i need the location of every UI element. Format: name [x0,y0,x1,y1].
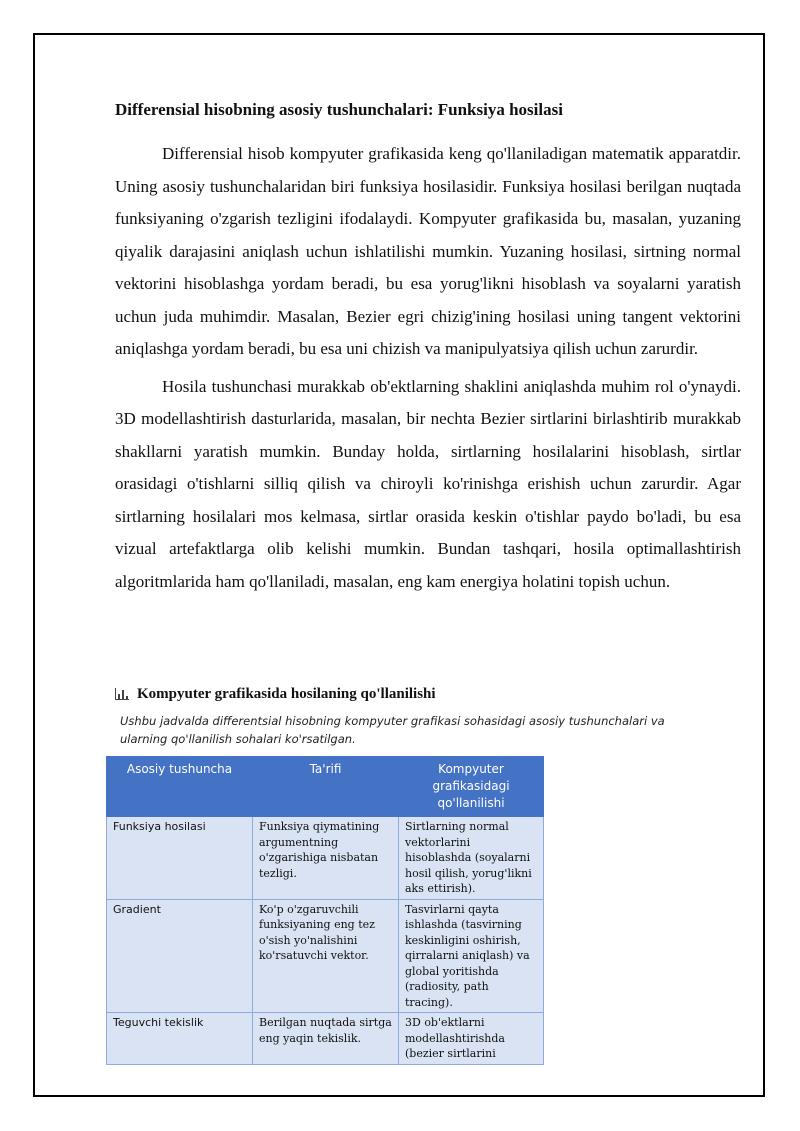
column-header-application: Kompyuter grafikasidagi qo'llanilishi [399,757,544,817]
cell-term: Teguvchi tekislik [107,1013,253,1065]
table-header-row [107,757,544,817]
table-caption: Ushbu jadvalda differentsial hisobning kompyuter grafikasi sohasidagi asosiy tushunchalari va ularning qo'llanilish sohalari ko'rsatilgan. [120,714,665,746]
table-row [107,817,544,900]
cell-definition: Berilgan nuqtada sirtga eng yaqin tekislik. [253,1013,399,1065]
paragraph-1: Differensial hisob kompyuter grafikasida keng qo'llaniladigan matematik apparatdir. Uning asosiy tushunchalaridan biri funksiya hosilasidir. Funksiya hosilasi berilgan nuqtada funksiyaning o'zgarish tezligini ifodalaydi. Kompyuter grafikasida bu, masalan, yuzaning qiyalik darajasini aniqlash uchun ishlatilishi mumkin. Yuzaning hosilasi, sirtning normal vektorini hisoblashga yordam beradi, bu esa yorug'likni hisoblash va soyalarni yaratish uchun juda muhimdir. Masalan, Bezier egri chizig'ining hosilasi uning tangent vektorini aniqlashga yordam beradi, bu esa uni chizish va manipulyatsiya qilish uchun zarurdir. [115,144,741,358]
document-title: Differensial hisobning asosiy tushunchalari: Funksiya hosilasi [115,100,563,119]
cell-term: Funksiya hosilasi [107,817,253,900]
table-row [107,1013,544,1065]
cell-application: 3D ob'ektlarni modellashtirishda (bezier sirtlarini [399,1013,544,1065]
table-row [107,899,544,1013]
document-body [115,98,741,603]
concepts-table [106,756,544,1065]
cell-definition: Funksiya qiymatining argumentning o'zgarishiga nisbatan tezligi. [253,817,399,900]
cell-application: Tasvirlarni qayta ishlashda (tasvirning keskinligini oshirish, qirralarni aniqlash) va global yoritishda (radiosity, path tracing). [399,899,544,1013]
table-section [115,684,735,748]
bar-chart-icon [115,688,129,700]
cell-application: Sirtlarning normal vektorlarini hisoblashda (soyalarni hosil qilish, yorug'likni aks ettirish). [399,817,544,900]
cell-term: Gradient [107,899,253,1013]
table-heading-text: Kompyuter grafikasida hosilaning qo'llanilishi [137,685,436,702]
column-header-concept: Asosiy tushuncha [107,757,253,817]
column-header-definition: Ta'rifi [253,757,399,817]
paragraph-2: Hosila tushunchasi murakkab ob'ektlarning shaklini aniqlashda muhim rol o'ynaydi. 3D modellashtirish dasturlarida, masalan, bir nechta Bezier sirtlarini birlashtirib murakkab shakllarni yaratish mumkin. Bunday holda, sirtlarning hosilalarini hisoblash, sirtlar orasidagi o'tishlarni silliq qilish va chiroyli ko'rinishga erishish uchun zarurdir. Agar sirtlarning hosilalari mos kelmasa, sirtlar orasida keskin o'tishlar paydo bo'ladi, bu esa vizual artefaktlarga olib kelishi mumkin. Bundan tashqari, hosila optimallashtirish algoritmlarida ham qo'llaniladi, masalan, eng kam energiya holatini topish uchun. [115,376,741,591]
cell-definition: Ko'p o'zgaruvchili funksiyaning eng tez o'sish yo'nalishini ko'rsatuvchi vektor. [253,899,399,1013]
table-heading [115,684,735,704]
